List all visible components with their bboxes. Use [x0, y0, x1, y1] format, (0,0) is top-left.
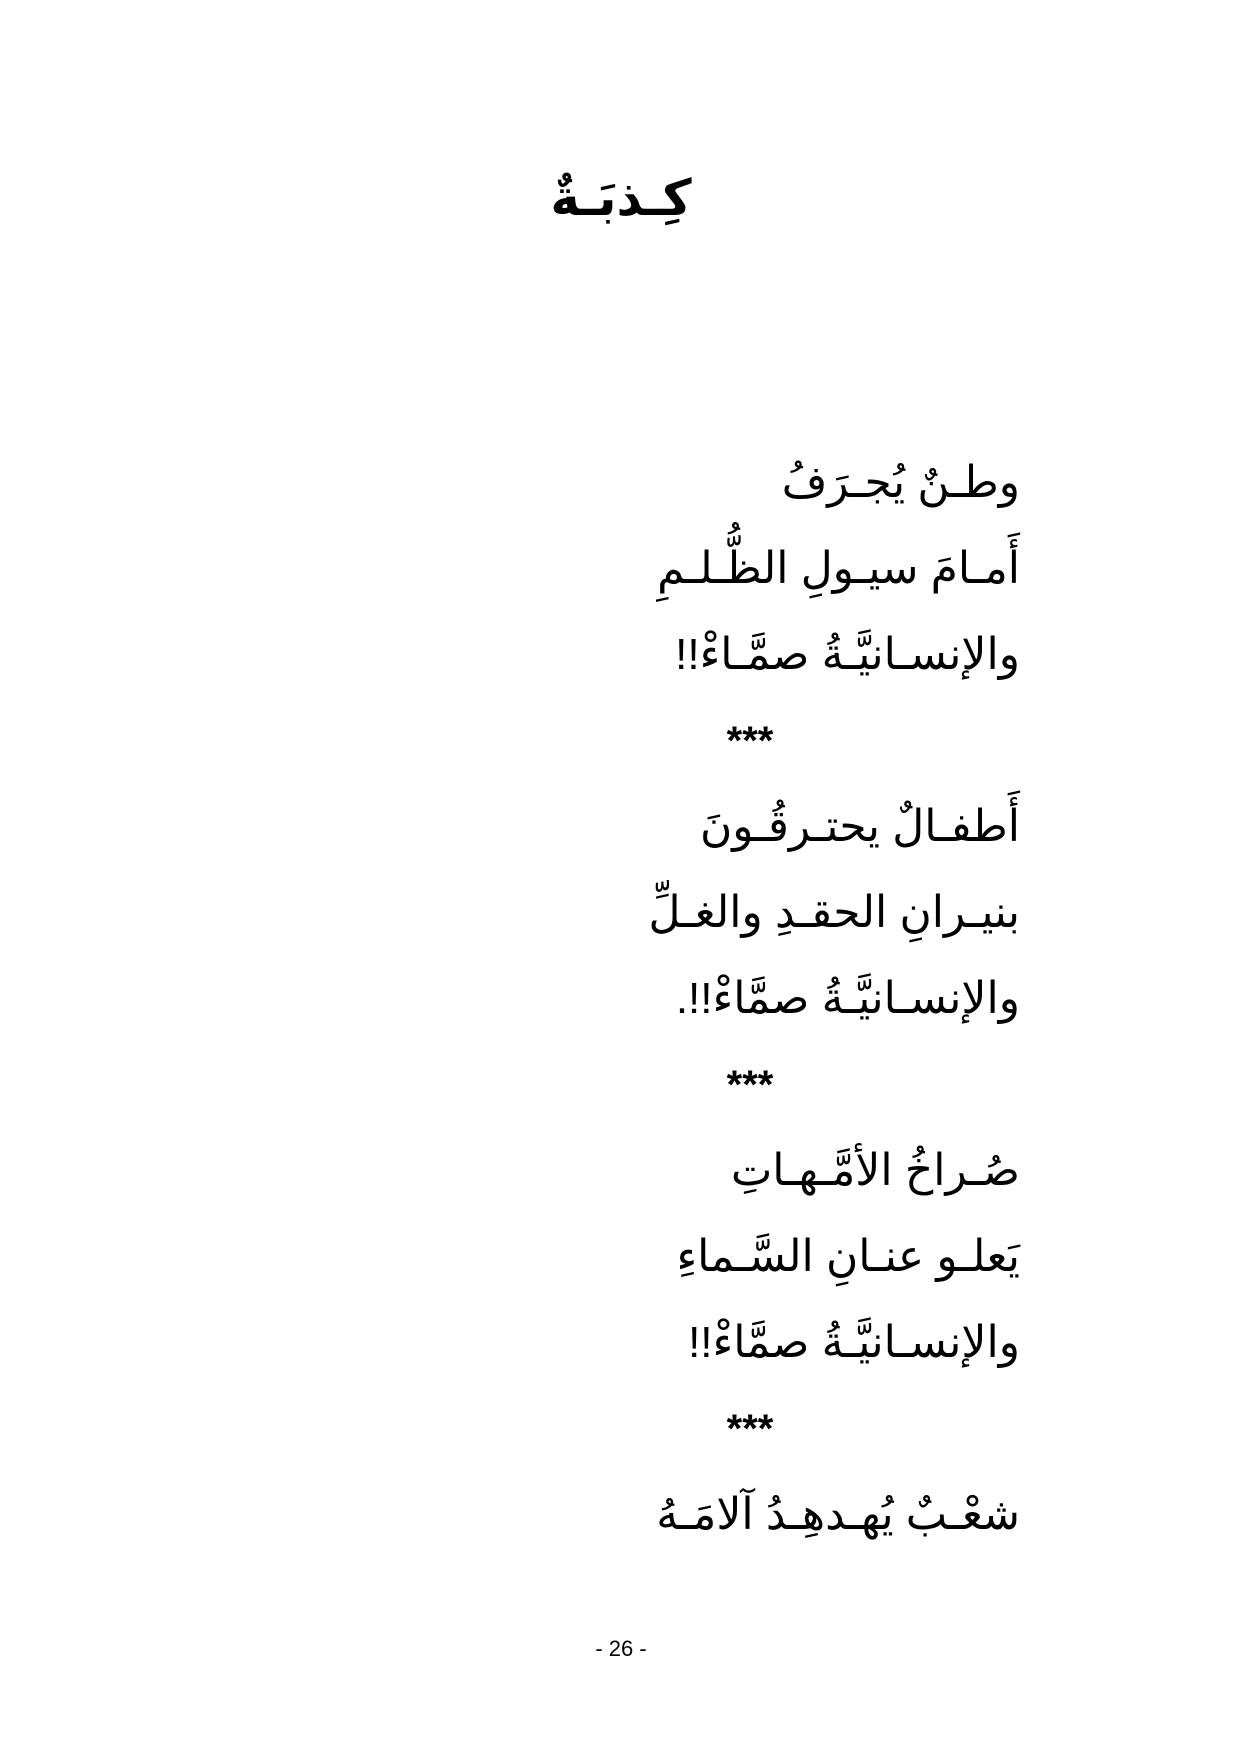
page-number: - 26 - — [595, 1636, 647, 1661]
stanza-separator: *** — [726, 719, 774, 763]
poem-line: صُـراخُ الأمَّـهـاتِ — [730, 1146, 1020, 1195]
poem-line: والإنسـانيَّـةُ صمَّاءْ!! — [688, 1318, 1020, 1367]
poem-title: كِـذبَـةٌ — [550, 170, 692, 226]
poem-line: يَعلـو عنـانِ السَّـماءِ — [676, 1232, 1020, 1281]
poem-line: أَطفـالٌ يحتـرقُـونَ — [699, 802, 1020, 851]
stanza-separator: *** — [726, 1407, 774, 1451]
poem-line: والإنسـانيَّـةُ صمَّاءْ!!. — [675, 974, 1020, 1023]
poem-line: وطـنٌ يُجـرَفُ — [781, 458, 1020, 507]
poem-line: شعْـبٌ يُهـدهِـدُ آلامَـهُ — [656, 1490, 1020, 1539]
poem-line: والإنسـانيَّـةُ صمَّـاءْ!! — [675, 630, 1020, 679]
stanza-separator: *** — [726, 1063, 774, 1107]
poem-line: أَمـامَ سيـولِ الظُّـلـمِ — [657, 544, 1020, 593]
poem-line: بنيـرانِ الحقـدِ والغـلِّ — [648, 888, 1020, 937]
poem-body — [500, 440, 1020, 1558]
